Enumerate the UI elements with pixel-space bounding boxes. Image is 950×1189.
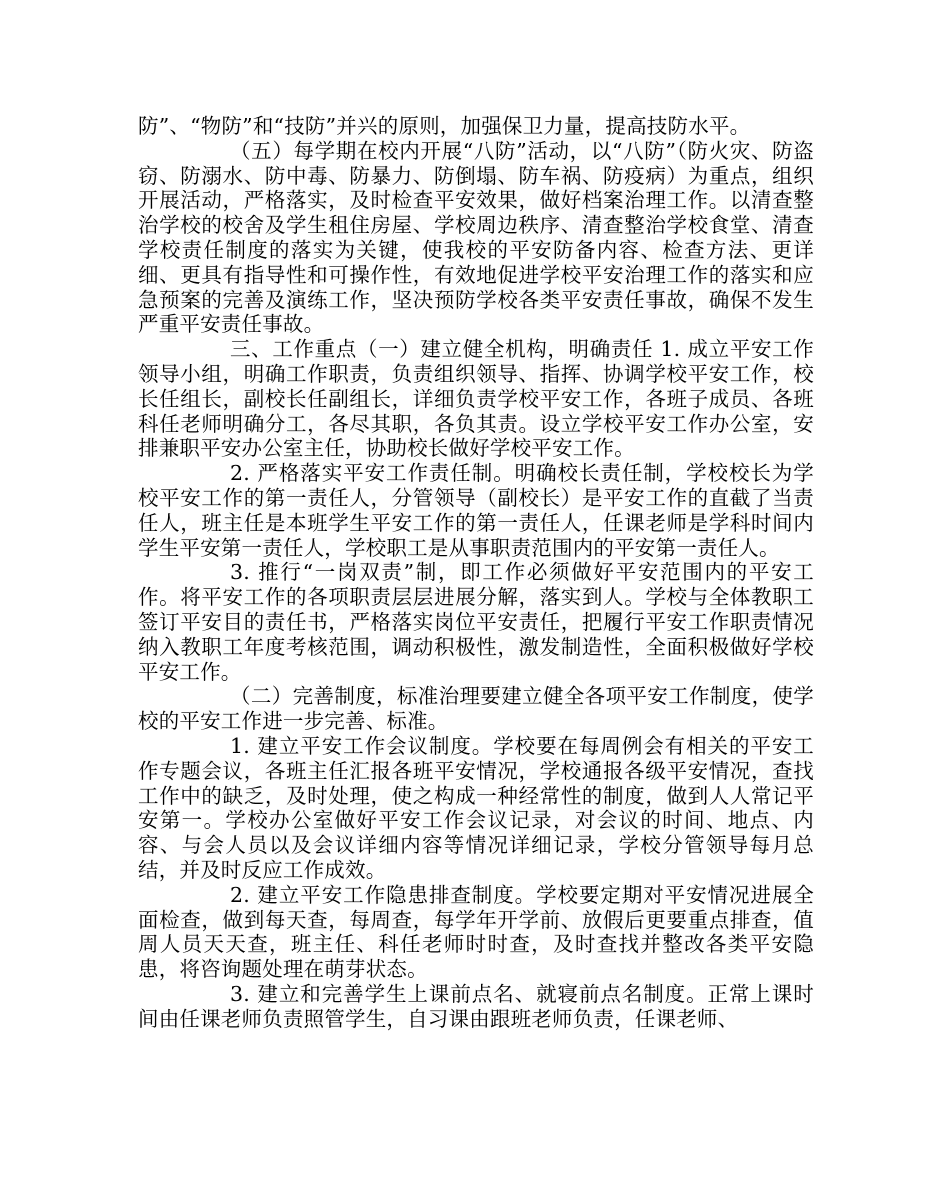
paragraph-improve-system: （二）完善制度，标准治理要建立健全各项平安工作制度，使学校的平安工作进一步完善、标准。 xyxy=(138,684,814,734)
paragraph-roll-call: 3. 建立和完善学生上课前点名、就寝前点名制度。正常上课时间由任课老师负责照管学生，自习课由跟班老师负责，任课老师、 xyxy=(138,981,814,1031)
paragraph-work-focus: 三、工作重点（一）建立健全机构，明确责任 1. 成立平安工作领导小组，明确工作职责，负责组织领导、指挥、协调学校平安工作，校长任组长，副校长任副组长，详细负责学校平安工作，各班子成员、各班科任老师明确分工，各尽其职，各负其责。设立学校平安工作办公室，安排兼职平安办公室主任，协助校长做好学校平安工作。 xyxy=(138,337,814,461)
paragraph-eight-prevention: （五）每学期在校内开展“八防”活动，以“八防”（防火灾、防盗窃、防溺水、防中毒、防暴力、防倒塌、防车祸、防疫病）为重点，组织开展活动，严格落实，及时检查平安效果，做好档案治理工作。以清查整治学校的校舍及学生租住房屋、学校周边秩序、清查整治学校食堂、清查学校责任制度的落实为关键，使我校的平安防备内容、检查方法、更详细、更具有指导性和可操作性，有效地促进学校平安治理工作的落实和应急预案的完善及演练工作，坚决预防学校各类平安责任事故，确保不发生严重平安责任事故。 xyxy=(138,138,814,337)
document-page xyxy=(138,114,814,1031)
paragraph-continuation: 防”、“物防”和“技防”并兴的原则，加强保卫力量，提高技防水平。 xyxy=(138,114,751,138)
paragraph-one-post-two-duties: 3. 推行“一岗双责”制，即工作必须做好平安范围内的平安工作。将平安工作的各项职责层层进展分解，落实到人。学校与全体教职工签订平安目的责任书，严格落实岗位平安责任，把履行平安工作职责情况纳入教职工年度考核范围，调动积极性，激发制造性，全面积极做好学校平安工作。 xyxy=(138,560,814,684)
paragraph-hazard-inspection: 2. 建立平安工作隐患排查制度。学校要定期对平安情况进展全面检查，做到每天查，每周查，每学年开学前、放假后更要重点排查，值周人员天天查，班主任、科任老师时时查，及时查找并整改各类平安隐患，将咨询题处理在萌芽状态。 xyxy=(138,882,814,982)
paragraph-meeting-system: 1. 建立平安工作会议制度。学校要在每周例会有相关的平安工作专题会议，各班主任汇报各班平安情况，学校通报各级平安情况，查找工作中的缺乏，及时处理，使之构成一种经常性的制度，做到人人常记平安第一。学校办公室做好平安工作会议记录，对会议的时间、地点、内容、与会人员以及会议详细内容等情况详细记录，学校分管领导每月总结，并及时反应工作成效。 xyxy=(138,733,814,882)
paragraph-responsibility-system: 2. 严格落实平安工作责任制。明确校长责任制，学校校长为学校平安工作的第一责任人，分管领导（副校长）是平安工作的直截了当责任人，班主任是本班学生平安工作的第一责任人，任课老师是学科时间内学生平安第一责任人，学校职工是从事职责范围内的平安第一责任人。 xyxy=(138,461,814,560)
